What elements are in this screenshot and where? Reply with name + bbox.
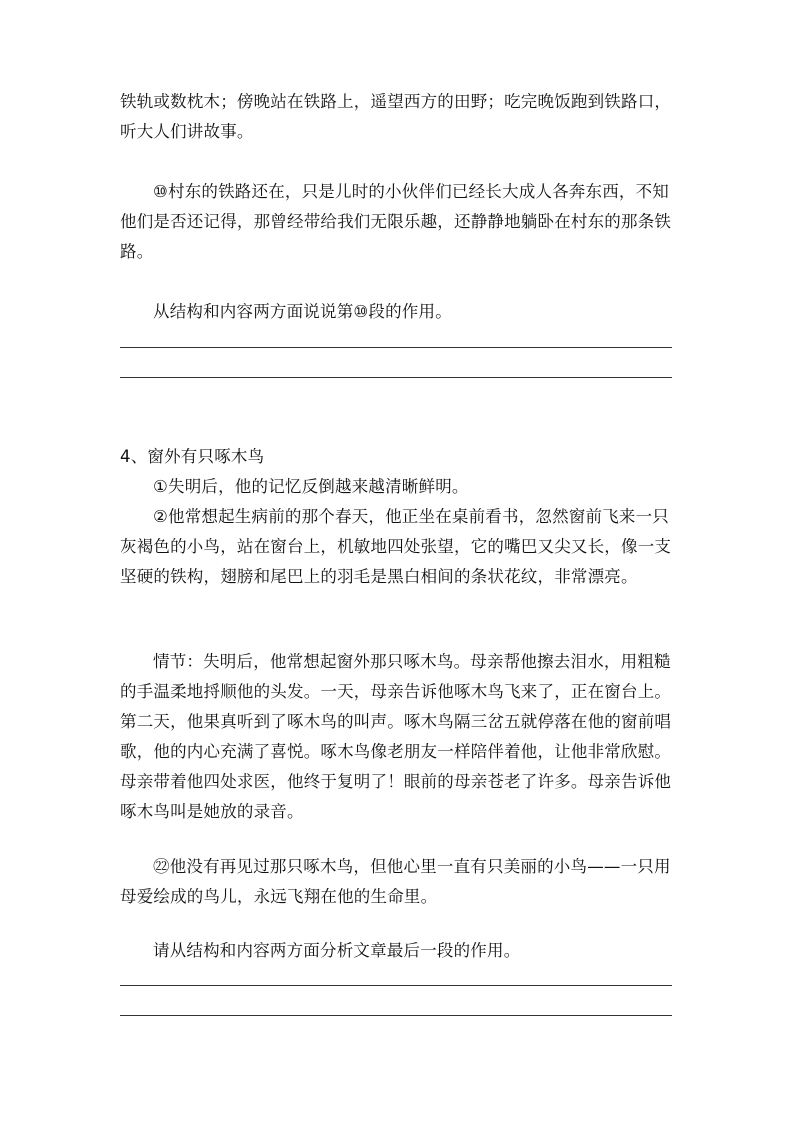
paragraph-1: ①失明后，他的记忆反倒越来越清晰鲜明。 xyxy=(153,477,469,496)
question-paragraph-10: 从结构和内容两方面说说第⑩段的作用。 xyxy=(153,302,452,321)
answer-line-1[interactable] xyxy=(120,347,672,348)
paragraph-2: ②他常想起生病前的那个春天，他正坐在桌前看书，忽然窗前飞来一只灰褐色的小鸟，站在窗台上，机敏地四处张望，它的嘴巴又尖又长，像一支坚硬的铁构，翅膀和尾巴上的羽毛是黑白相间的条状花纹，非常漂亮。 xyxy=(120,507,672,586)
paragraph-continuation: 铁轨或数枕木；傍晚站在铁路上，遥望西方的田野；吃完晚饭跑到铁路口，听大人们讲故事。 xyxy=(120,92,672,141)
answer-line-3[interactable] xyxy=(120,985,672,986)
paragraph-10: ⑩村东的铁路还在，只是儿时的小伙伴们已经长大成人各奔东西，不知他们是否还记得，那曾经带给我们无限乐趣，还静静地躺卧在村东的那条铁路。 xyxy=(120,182,672,261)
plot-summary: 情节：失明后，他常想起窗外那只啄木鸟。母亲帮他擦去泪水，用粗糙的手温柔地捋顺他的头发。一天，母亲告诉他啄木鸟飞来了，正在窗台上。第二天，他果真听到了啄木鸟的叫声。啄木鸟隔三岔五就停落在他的窗前唱歌，他的内心充满了喜悦。啄木鸟像老朋友一样陪伴着他，让他非常欣慰。母亲带着他四处求医，他终于复明了！眼前的母亲苍老了许多。母亲告诉他啄木鸟叫是她放的录音。 xyxy=(120,652,672,821)
answer-line-2[interactable] xyxy=(120,377,672,378)
section-title: 4、窗外有只啄木鸟 xyxy=(120,447,265,466)
paragraph-22: ㉒他没有再见过那只啄木鸟，但他心里一直有只美丽的小鸟——一只用母爱绘成的鸟儿，永远飞翔在他的生命里。 xyxy=(120,857,671,906)
answer-line-4[interactable] xyxy=(120,1015,672,1016)
question-last-paragraph: 请从结构和内容两方面分析文章最后一段的作用。 xyxy=(153,941,521,960)
